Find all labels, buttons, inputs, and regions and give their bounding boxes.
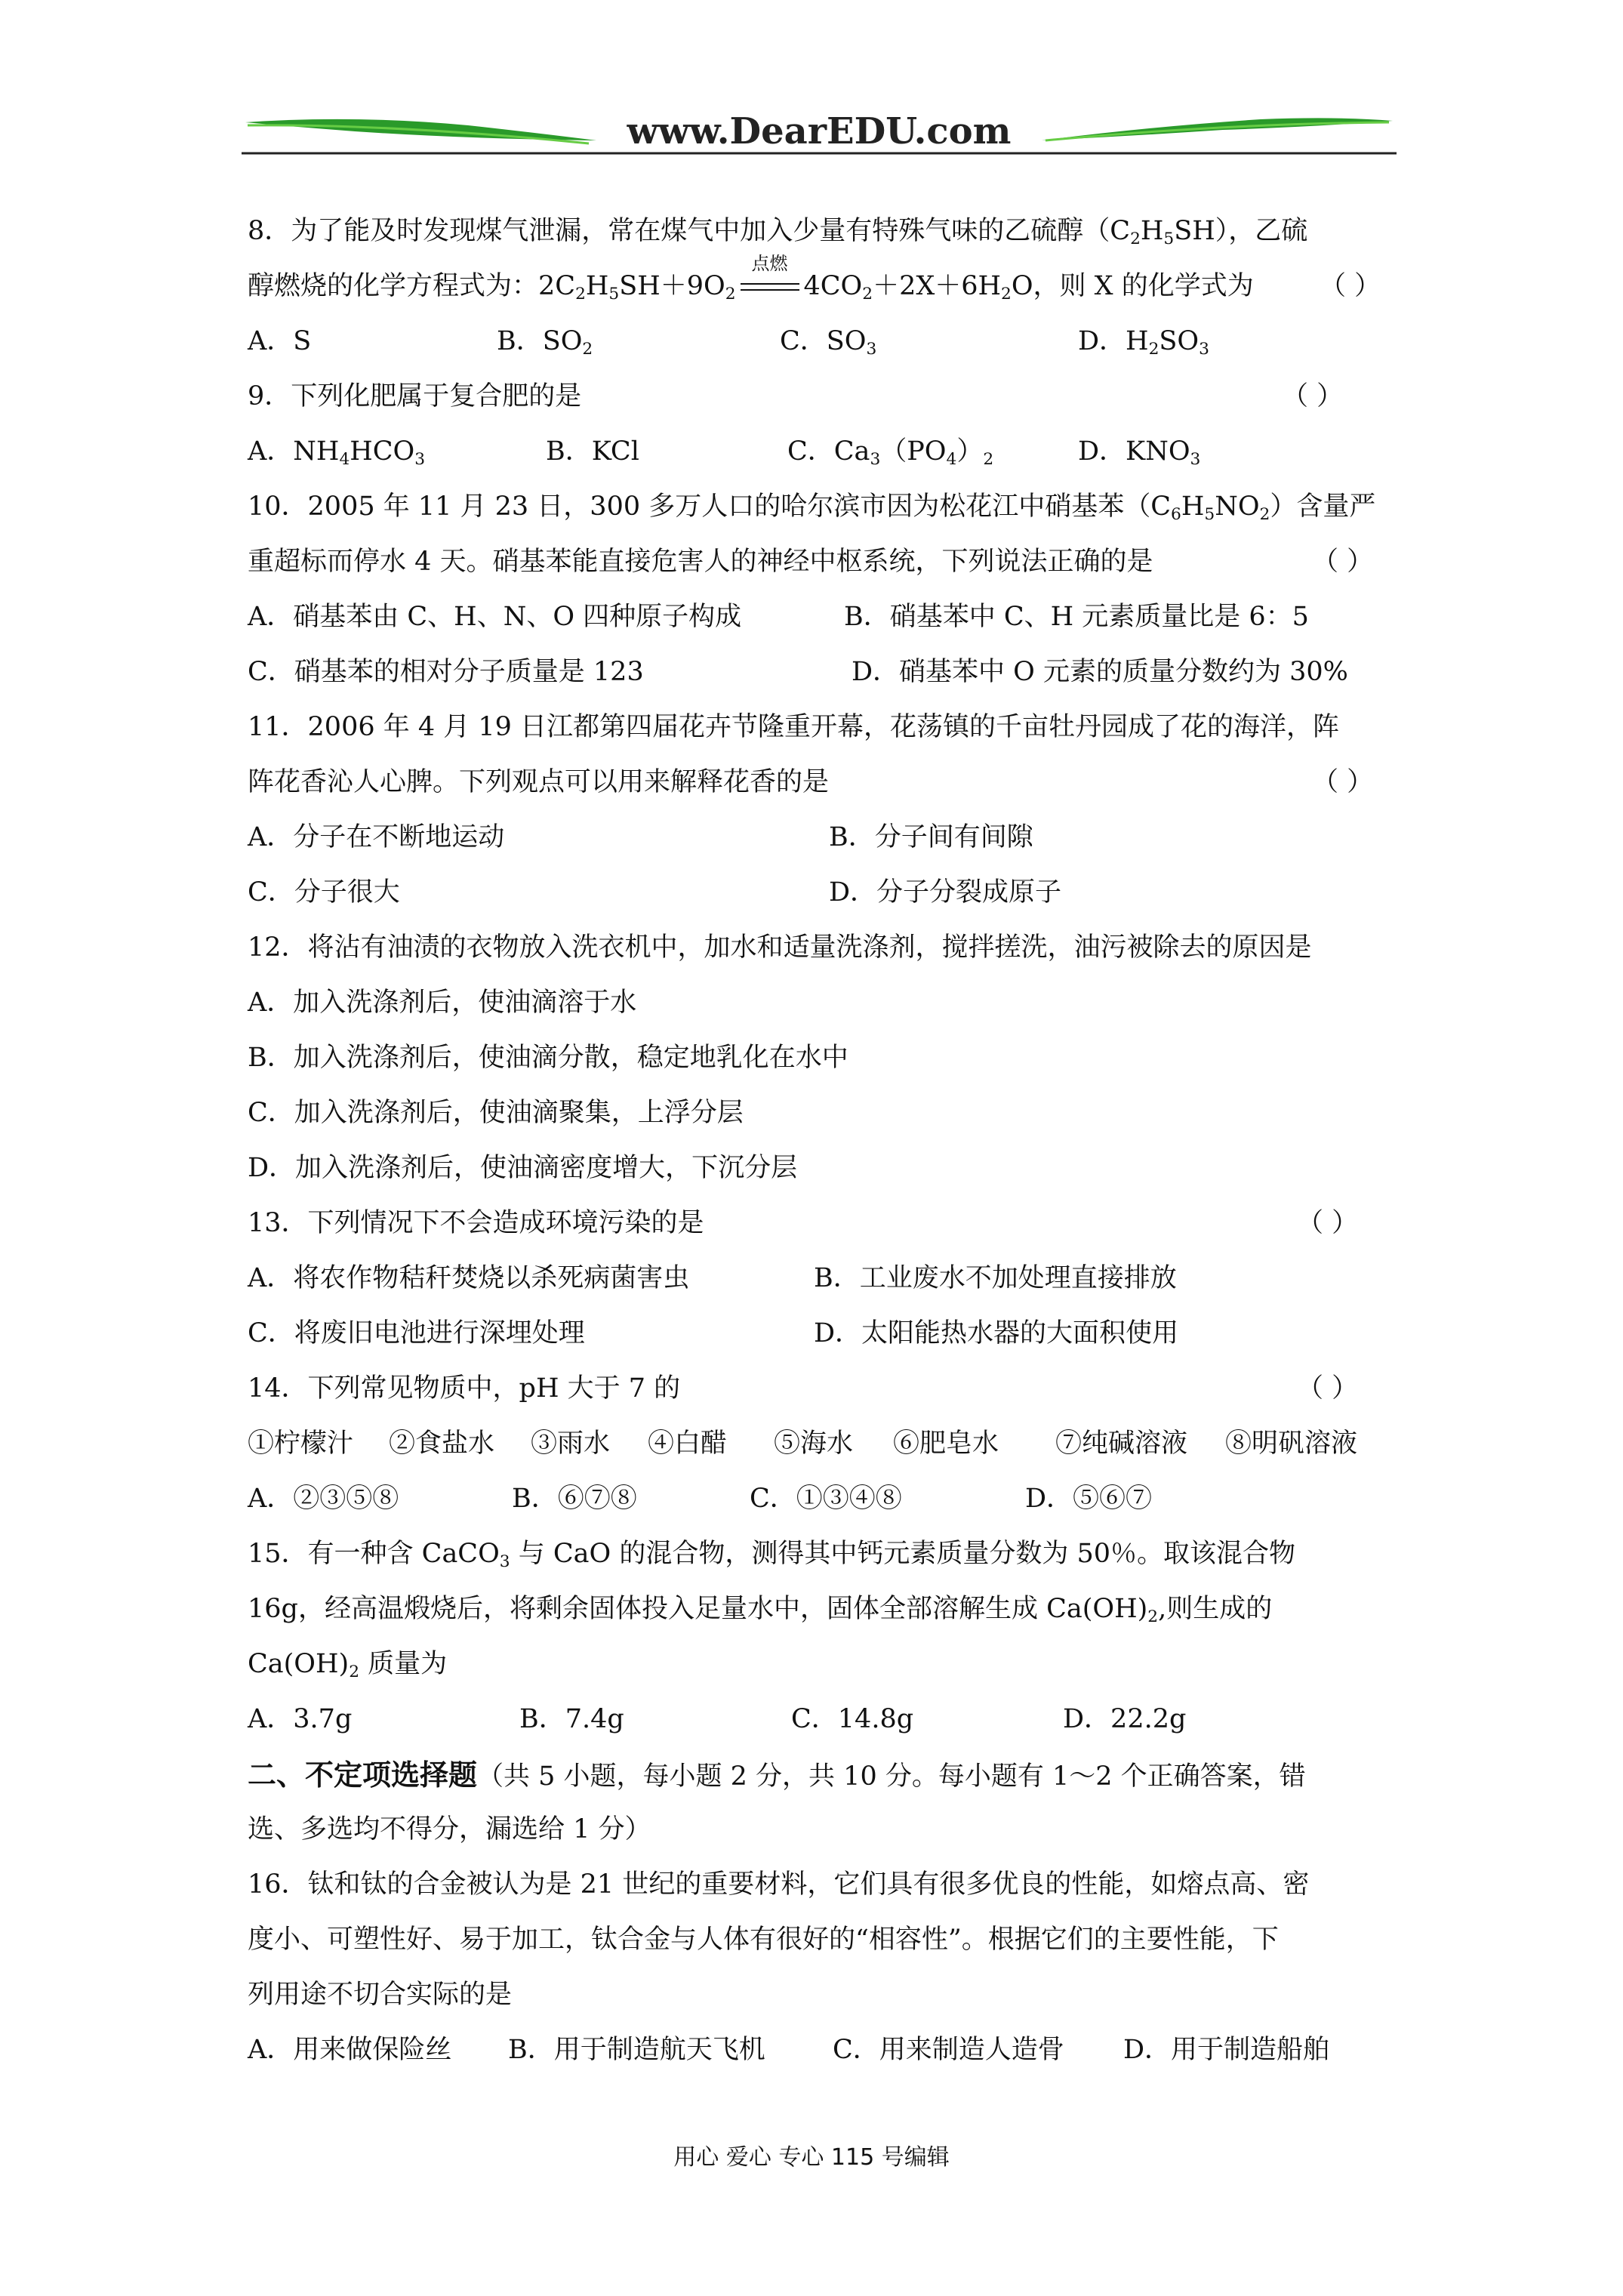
q10-option-d: D．硝基苯中 O 元素的质量分数约为 30% (852, 657, 1348, 687)
q11-stem-1: 11．2006 年 4 月 19 日江都第四届花卉节隆重开幕，花荡镇的千亩牡丹园成了花的海洋，阵 (248, 712, 1340, 742)
q8-option-d: D．$H_2SO_3$ (1078, 326, 1209, 359)
q16-line-1 (248, 1857, 1395, 1912)
q13-option-c: C．将废旧电池进行深埋处理 (248, 1318, 585, 1348)
answer-blank: （ ） (1320, 271, 1381, 301)
header-banner-graphic (242, 106, 1397, 159)
q8-stem-1: 8．为了能及时发现煤气泄漏，常在煤气中加入少量有特殊气味的乙硫醇$(C_2H_5SH)$，乙硫 (248, 216, 1308, 249)
exam-content (248, 204, 1395, 2078)
q12-stem: 12．将沾有油渍的衣物放入洗衣机中，加水和适量洗涤剂，搅拌搓洗，油污被除去的原因是 (248, 932, 1312, 963)
q16-option-a: A．用来做保险丝 (248, 2035, 452, 2065)
q14-item-8: ⑧明矾溶液 (1225, 1428, 1358, 1459)
q11-option-a: A．分子在不断地运动 (248, 822, 505, 852)
q15-option-c: C．14.8g (791, 1704, 914, 1734)
section2-desc-1: （共 5 小题，每小题 2 分，共 10 分。每小题有 1～2 个正确答案，错 (477, 1761, 1306, 1792)
q14-line-1 (248, 1361, 1395, 1416)
q15-stem-2: 16g，经高温煅烧后，将剩余固体投入足量水中，固体全部溶解生成 $Ca(OH)_2$,则生成的 (248, 1594, 1273, 1627)
q8-line-1 (248, 204, 1395, 259)
q14-item-7: ⑦纯碱溶液 (1055, 1428, 1188, 1459)
q10-option-b: B．硝基苯中 C、H 元素质量比是 6：5 (844, 602, 1309, 632)
q15-line-2 (248, 1582, 1395, 1637)
q12-option-a: A．加入洗涤剂后，使油滴溶于水 (248, 988, 637, 1018)
q14-item-2: ②食盐水 (389, 1428, 495, 1459)
q16-line-2 (248, 1912, 1395, 1968)
reaction-arrow: 点燃 (741, 276, 799, 299)
q14-item-4: ④白醋 (648, 1428, 728, 1459)
q16-line-3 (248, 1968, 1395, 2023)
page-footer: 用心 爱心 专心 115 号编辑 (673, 2144, 950, 2171)
q15-option-b: B．7.4g (519, 1704, 624, 1734)
q15-stem-3: $Ca(OH)_2$ 质量为 (248, 1649, 448, 1682)
q15-option-d: D．22.2g (1063, 1704, 1187, 1734)
q14-item-6: ⑥肥皂水 (893, 1428, 999, 1459)
q13-options-ab (248, 1251, 1395, 1306)
q15-stem-1: 15．有一种含 CaCO$_3$ 与 CaO 的混合物，测得其中钙元素质量分数为 50％。取该混合物 (248, 1539, 1295, 1572)
q16-options (248, 2023, 1395, 2078)
q11-option-b: B．分子间有间隙 (829, 822, 1033, 852)
q14-item-3: ③雨水 (531, 1428, 611, 1459)
q13-option-d: D．太阳能热水器的大面积使用 (814, 1318, 1179, 1348)
q16-option-c: C．用来制造人造骨 (833, 2035, 1064, 2065)
q11-options-cd (248, 865, 1395, 920)
q8-equation: 醇燃烧的化学方程式为：$2C_2H_5SH+9O_2$ 点燃 $4CO_2+2X+6H_2O$，则 X 的化学式为 (248, 252, 1254, 304)
site-header (242, 106, 1397, 159)
q16-stem-2: 度小、可塑性好、易于加工，钛合金与人体有很好的“相容性”。根据它们的主要性能，下 (248, 1925, 1279, 1955)
q12-option-d-line (248, 1141, 1395, 1196)
q11-stem-2: 阵花香沁人心脾。下列观点可以用来解释花香的是 (248, 767, 830, 797)
q14-item-5: ⑤海水 (774, 1428, 854, 1459)
q14-option-b: B．⑥⑦⑧ (512, 1484, 637, 1514)
q11-line-2 (248, 755, 1395, 810)
q8-option-b: B．$SO_2$ (497, 326, 593, 359)
q14-options (248, 1472, 1395, 1527)
q10-options-ab (248, 590, 1395, 645)
q14-item-1: ①柠檬汁 (248, 1428, 354, 1459)
answer-blank: （ ） (1312, 547, 1374, 577)
q14-option-d: D．⑤⑥⑦ (1025, 1484, 1153, 1514)
q16-stem-1: 16．钛和钛的合金被认为是 21 世纪的重要材料，它们具有很多优良的性能，如熔点高、密 (248, 1869, 1310, 1900)
q9-option-c: C．$Ca_3(PO_4)_2$ (787, 436, 994, 470)
answer-blank: （ ） (1312, 767, 1374, 797)
q12-option-c-line (248, 1086, 1395, 1141)
q11-line-1 (248, 700, 1395, 755)
q8-option-a: A．S (248, 326, 312, 356)
answer-blank: （ ） (1282, 381, 1344, 411)
q13-option-b: B．工业废水不加处理直接排放 (814, 1263, 1177, 1293)
q15-line-1 (248, 1527, 1395, 1582)
section2-title: 二、不定项选择题 (248, 1758, 478, 1792)
header-site-name: www.DearEDU.com (627, 110, 1012, 153)
q12-option-c: C．加入洗涤剂后，使油滴聚集，上浮分层 (248, 1098, 744, 1128)
q9-option-b: B．KCl (546, 436, 639, 467)
q10-stem-2: 重超标而停水 4 天。硝基苯能直接危害人的神经中枢系统，下列说法正确的是 (248, 547, 1153, 577)
q13-options-cd (248, 1306, 1395, 1361)
q8-option-c: C．$SO_3$ (780, 326, 877, 359)
q10-options-cd (248, 645, 1395, 700)
q16-option-d: D．用于制造船舶 (1123, 2035, 1330, 2065)
q15-line-3 (248, 1637, 1395, 1692)
section2-heading (248, 1747, 1306, 1804)
q15-options (248, 1692, 1395, 1747)
q9-option-a: A．$NH_4HCO_3$ (248, 436, 426, 470)
q10-option-c: C．硝基苯的相对分子质量是 123 (248, 657, 644, 687)
q9-options (248, 424, 1395, 479)
q14-option-c: C．①③④⑧ (750, 1484, 902, 1514)
q11-option-d: D．分子分裂成原子 (829, 877, 1062, 908)
q9-stem: 9．下列化肥属于复合肥的是 (248, 381, 582, 411)
q13-option-a: A．将农作物秸秆焚烧以杀死病菌害虫 (248, 1263, 690, 1293)
q10-stem-1: 10．2005 年 11 月 23 日，300 多万人口的哈尔滨市因为松花江中硝基苯$(C_6H_5NO_2)$含量严 (248, 492, 1376, 525)
q8-line-2 (248, 252, 1395, 314)
q9-option-d: D．$KNO_3$ (1078, 436, 1201, 470)
q14-items (248, 1416, 1395, 1472)
answer-blank: （ ） (1297, 1208, 1359, 1238)
answer-blank: （ ） (1297, 1373, 1359, 1404)
q11-option-c: C．分子很大 (248, 877, 400, 908)
q12-option-b-line (248, 1031, 1395, 1086)
q11-options-ab (248, 810, 1395, 865)
q12-option-d: D．加入洗涤剂后，使油滴密度增大，下沉分层 (248, 1153, 798, 1183)
q16-option-b: B．用于制造航天飞机 (508, 2035, 765, 2065)
q16-stem-3: 列用途不切合实际的是 (248, 1980, 513, 2010)
section2-line-2 (248, 1802, 1395, 1857)
q12-option-b: B．加入洗涤剂后，使油滴分散，稳定地乳化在水中 (248, 1043, 848, 1073)
q8-options (248, 314, 1395, 369)
q13-line-1 (248, 1196, 1395, 1251)
q13-stem: 13．下列情况下不会造成环境污染的是 (248, 1208, 704, 1238)
q15-option-a: A．3.7g (248, 1704, 353, 1734)
q9-line-1 (248, 369, 1395, 424)
q12-line-1 (248, 920, 1395, 975)
q10-line-1 (248, 479, 1395, 535)
q10-line-2 (248, 535, 1395, 590)
section2-desc-2: 选、多选均不得分，漏选给 1 分） (248, 1814, 651, 1845)
q12-option-a-line (248, 975, 1395, 1031)
q14-stem: 14．下列常见物质中，pH 大于 7 的 (248, 1373, 681, 1404)
q14-option-a: A．②③⑤⑧ (248, 1484, 399, 1514)
section2-line-1 (248, 1747, 1395, 1802)
q10-option-a: A．硝基苯由 C、H、N、O 四种原子构成 (248, 602, 742, 632)
